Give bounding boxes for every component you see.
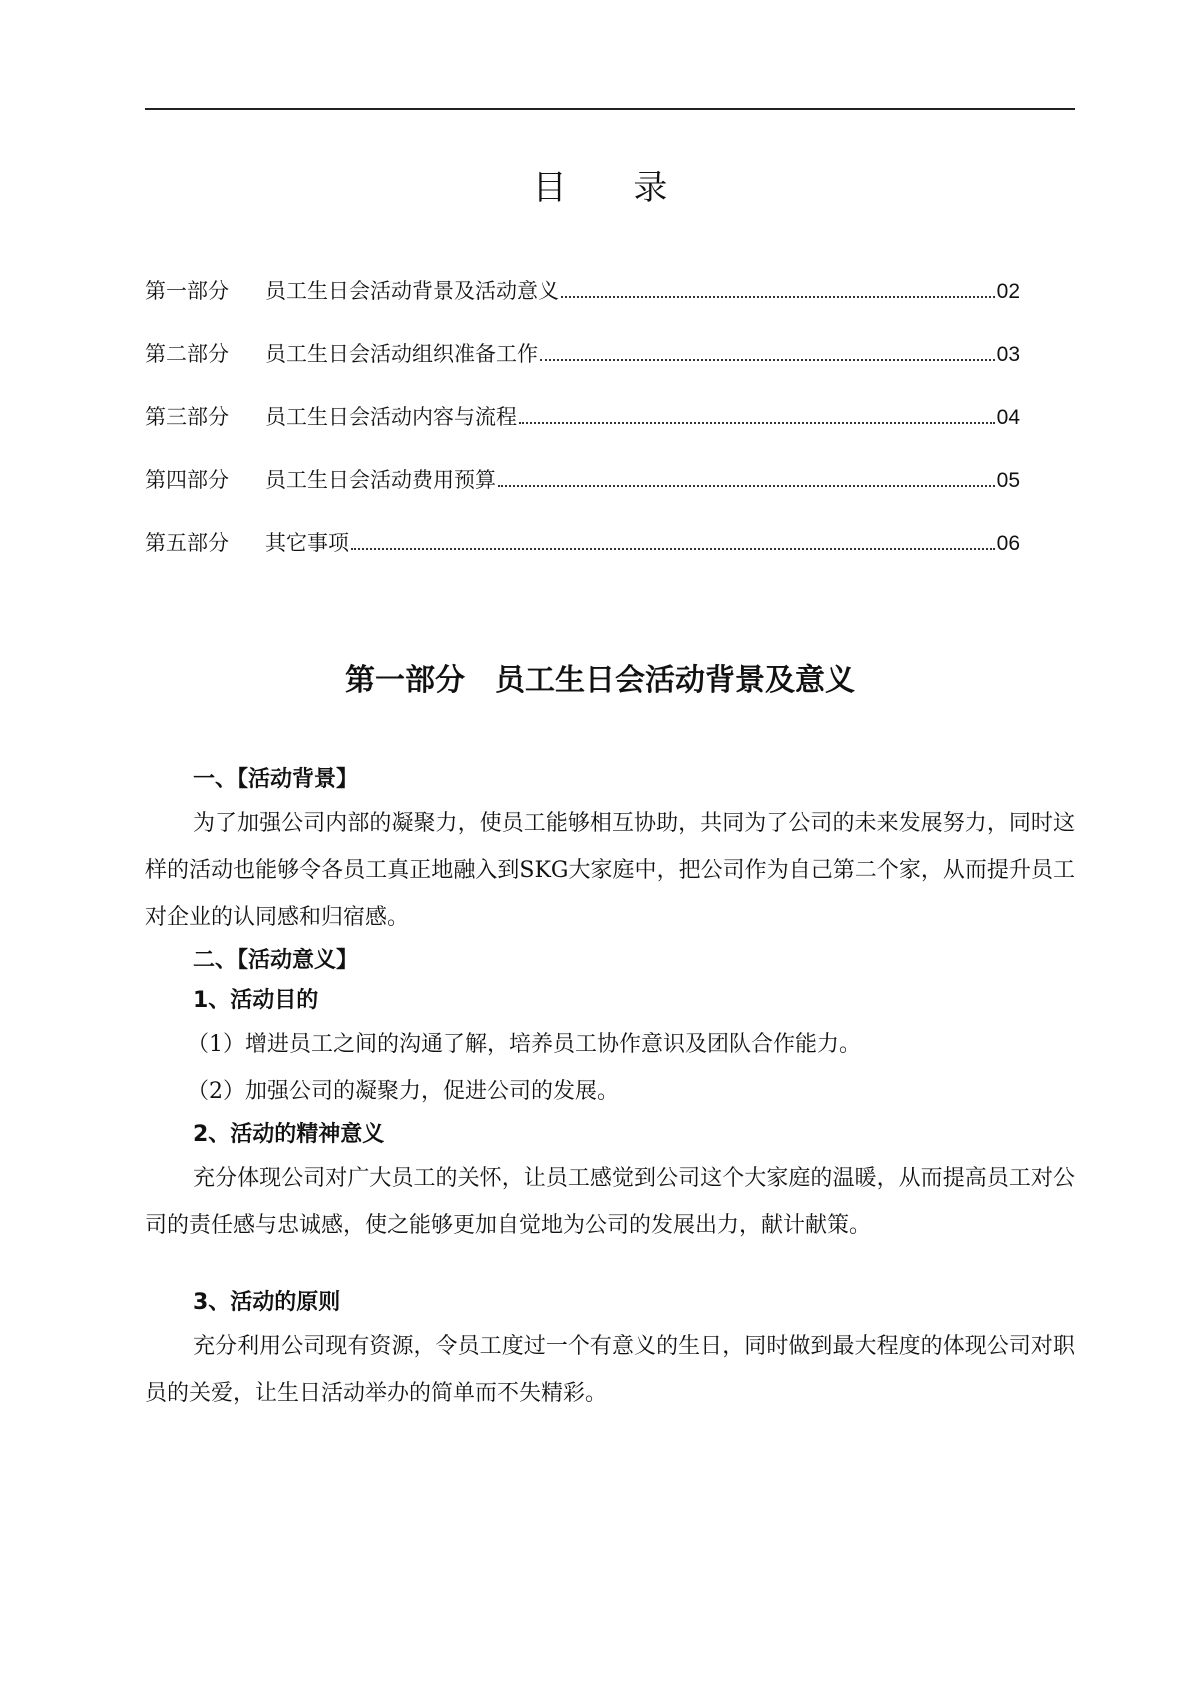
toc-entry-page: 04 [996, 406, 1020, 429]
toc-leader-dots [498, 485, 995, 487]
spirit-paragraph: 充分体现公司对广大员工的关怀，让员工感觉到公司这个大家庭的温暖，从而提高员工对公司的责任感与忠诚感，使之能够更加自觉地为公司的发展出力，献计献策。 [145, 1166, 1075, 1238]
background-heading: 一、【活动背景】 [193, 767, 359, 792]
toc-entry-text: 其它事项 [265, 531, 349, 555]
toc-entry-part: 第三部分 [145, 405, 229, 429]
toc-entry-part: 第五部分 [145, 531, 229, 555]
section-part-label: 第一部分 [345, 663, 465, 698]
background-paragraph: 为了加强公司内部的凝聚力，使员工能够相互协助，共同为了公司的未来发展努力，同时这样的活动也能够令各员工真正地融入到SKG大家庭中，把公司作为自己第二个家，从而提升员工对企业的认同感和归宿感。 [145, 811, 1075, 930]
toc-entry-text: 员工生日会活动内容与流程 [265, 405, 517, 429]
toc-entry[interactable] [145, 401, 1020, 464]
toc-entry-text: 员工生日会活动背景及活动意义 [265, 279, 559, 303]
principle-paragraph: 充分利用公司现有资源，令员工度过一个有意义的生日，同时做到最大程度的体现公司对职员的关爱，让生日活动举办的简单而不失精彩。 [145, 1334, 1075, 1406]
toc-title: 目 录 [532, 168, 696, 208]
toc-entry-page: 02 [996, 280, 1020, 303]
toc-leader-dots [351, 548, 995, 550]
section-content [145, 760, 1075, 1417]
toc-entry-part: 第二部分 [145, 342, 229, 366]
toc-entry[interactable] [145, 527, 1020, 590]
toc-entry-part: 第一部分 [145, 279, 229, 303]
toc-entry-page: 03 [996, 343, 1020, 366]
toc-entry-page: 06 [996, 532, 1020, 555]
toc-entry-part: 第四部分 [145, 468, 229, 492]
toc-entry-text: 员工生日会活动费用预算 [265, 468, 496, 492]
meaning-heading: 二、【活动意义】 [193, 948, 359, 973]
toc-entry[interactable] [145, 275, 1020, 338]
paragraph-spacer [145, 1249, 1075, 1283]
toc-entry-page: 05 [996, 469, 1020, 492]
toc-entry[interactable] [145, 338, 1020, 401]
purpose-heading: 1、活动目的 [193, 988, 319, 1013]
toc-entry[interactable] [145, 464, 1020, 527]
toc-entry-text: 员工生日会活动组织准备工作 [265, 342, 538, 366]
toc-leader-dots [519, 422, 995, 424]
spirit-heading: 2、活动的精神意义 [193, 1122, 385, 1147]
section-title-text: 员工生日会活动背景及意义 [495, 663, 855, 698]
table-of-contents [145, 275, 1020, 590]
toc-leader-dots [561, 296, 995, 298]
header-rule [145, 108, 1075, 110]
section-title [0, 655, 1200, 699]
toc-leader-dots [540, 359, 995, 361]
purpose-item: （1）增进员工之间的沟通了解，培养员工协作意识及团队合作能力。 [187, 1032, 861, 1057]
purpose-item: （2）加强公司的凝聚力，促进公司的发展。 [187, 1079, 619, 1104]
principle-heading: 3、活动的原则 [193, 1290, 341, 1315]
